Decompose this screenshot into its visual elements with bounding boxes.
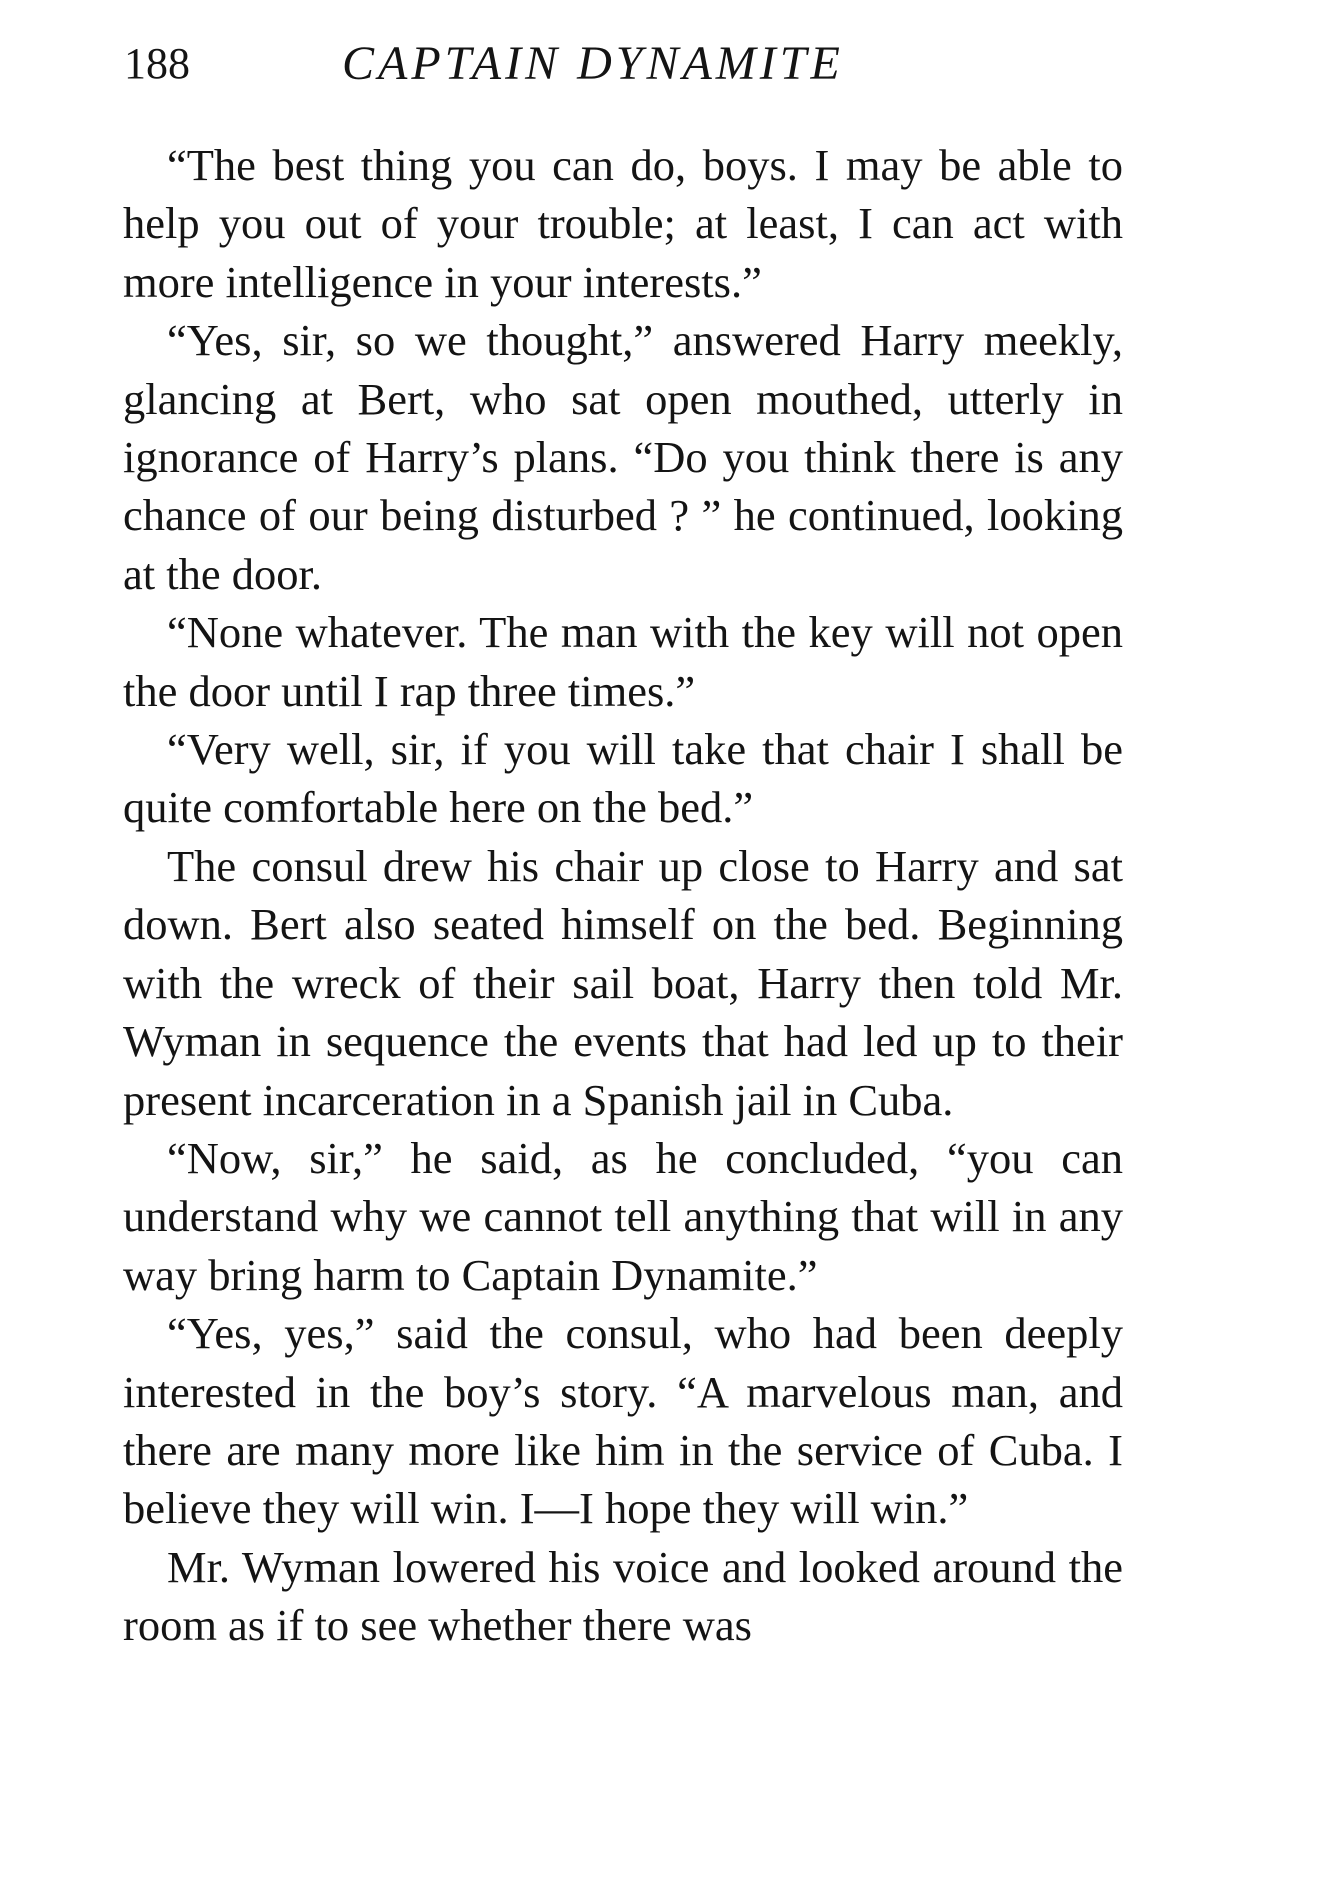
paragraph-4: “Very well, sir, if you will take that chair I shall be quite comfortable here on the bed.” [123, 724, 1123, 833]
paragraph-7: “Yes, yes,” said the consul, who had been deeply interested in the boy’s story. “A marvelous man, and there are many more like him in the service of Cuba. I believe they will win. I—I hope they will win.” [123, 1308, 1123, 1534]
running-head [124, 34, 1124, 94]
paragraph-2: “Yes, sir, so we thought,” answered Harry meekly, glancing at Bert, who sat open mouthed, utterly in ignorance of Harry’s plans. “Do you think there is any chance of our being disturbed ? ” he continued, looking at the door. [123, 315, 1123, 599]
paragraph-5: The consul drew his chair up close to Harry and sat down. Bert also seated himself on the bed. Beginning with the wreck of their sail boat, Harry then told Mr. Wyman in sequence the events that had led up to their present incarceration in a Spanish jail in Cuba. [123, 840, 1123, 1125]
paragraph-8: Mr. Wyman lowered his voice and looked around the room as if to see whether there was [123, 1541, 1123, 1651]
paragraph-3: “None whatever. The man with the key will not open the door until I rap three times.” [123, 607, 1123, 716]
page-number: 188 [124, 39, 190, 88]
running-title: CAPTAIN DYNAMITE [342, 37, 844, 90]
paragraph-1: “The best thing you can do, boys. I may be able to help you out of your trouble; at least, I can act with more intelligence in your interests.” [123, 140, 1123, 307]
paragraph-6: “Now, sir,” he said, as he concluded, “you can understand why we cannot tell anything that will in any way bring harm to Captain Dynamite.” [123, 1132, 1123, 1300]
body-text [123, 136, 1123, 1655]
